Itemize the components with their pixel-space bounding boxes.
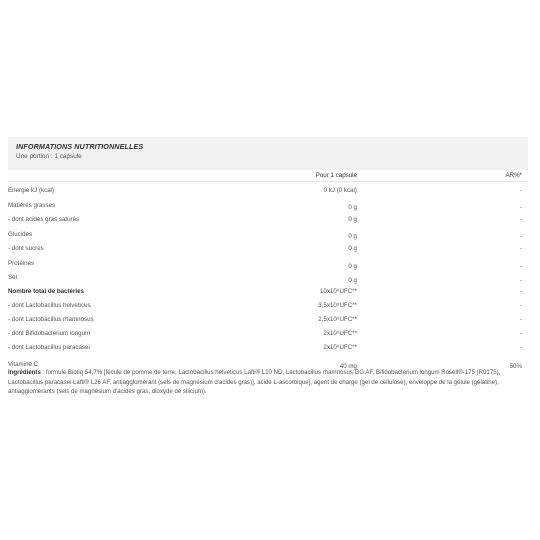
row-label: - dont Bifidobacterium longum — [8, 330, 91, 337]
table-row — [8, 302, 528, 316]
row-ar: - — [519, 245, 522, 252]
row-label: Protéines — [8, 260, 35, 267]
row-ar: - — [519, 187, 522, 194]
serving-size: Une portion : 1 capsule — [16, 153, 82, 160]
row-ar: - — [519, 277, 522, 284]
nutrition-panel — [8, 137, 528, 370]
table-row — [8, 216, 528, 230]
column-ar: AR%* — [505, 172, 522, 179]
row-ar: - — [519, 302, 522, 309]
row-value: 40 mg — [339, 363, 357, 370]
row-value: 0 g — [348, 233, 357, 240]
row-value: 0 kJ (0 kcal) — [323, 187, 357, 194]
row-value: 0 g — [348, 216, 357, 223]
row-label: - dont Lactobacillus paracasei — [8, 344, 90, 351]
row-label: Vitamine C — [8, 361, 39, 368]
row-value: 0 g — [348, 263, 357, 270]
row-ar: - — [519, 344, 522, 351]
ingredients-text — [8, 368, 523, 397]
table-row — [8, 202, 528, 216]
row-ar: - — [519, 216, 522, 223]
row-label: - dont acides gras saturés — [8, 216, 80, 223]
row-ar: - — [519, 204, 522, 211]
row-ar: - — [519, 233, 522, 240]
row-value: 0 g — [348, 204, 357, 211]
table-row — [8, 231, 528, 245]
row-label: Sel — [8, 274, 17, 281]
row-ar: - — [519, 330, 522, 337]
row-value: 2x10⁹UFC** — [323, 330, 357, 337]
row-label: - dont Lactobacillus helveticus — [8, 302, 91, 309]
table-header — [8, 170, 528, 182]
table-row — [8, 187, 528, 201]
table-row — [8, 344, 528, 358]
row-label: Glucides — [8, 231, 33, 238]
row-value: 2x10⁹UFC** — [323, 344, 357, 351]
row-label: Energie kJ (kcal) — [8, 187, 55, 194]
row-ar: - — [519, 263, 522, 270]
row-label: - dont sucres — [8, 245, 44, 252]
row-value: 0 g — [348, 277, 357, 284]
row-ar: 50% — [509, 363, 522, 370]
row-value: 0 g — [348, 245, 357, 252]
row-ar: - — [519, 316, 522, 323]
row-value: 10x10⁹UFC** — [319, 288, 357, 295]
table-row — [8, 288, 528, 302]
ingredients-label: Ingrédients — [8, 369, 41, 376]
row-value: 3,5x10⁹UFC** — [318, 302, 357, 309]
row-ar: - — [519, 288, 522, 295]
column-per-capsule: Pour 1 capsule — [315, 172, 357, 179]
table-row — [8, 260, 528, 274]
table-row — [8, 330, 528, 344]
row-label: - dont Lactobacillus rhamnosus — [8, 316, 94, 323]
ingredients-list: : formule Biotiq 54,7% [fécule de pomme de terre, Lactobacillus helveticus Lafti® L10 ND, Lactobacillus rhamnosus GG AF, Bifidobacterium longum Rosell®-175 (R0175), Lactobacillus paracasei Lafti® L26 AF, antiagglomérant (sels de magnésium d'acides gras)], acide L-ascorbique], agent de charge (gel de cellulose), enveloppe de la gélule (gélatine), antiagglomérants (sels de magnésium d'acides gras, dioxyde de silicium). — [8, 369, 501, 396]
row-value: 2,5x10⁹UFC** — [318, 316, 357, 323]
panel-title: INFORMATIONS NUTRITIONNELLES — [16, 142, 144, 151]
row-label: Matières grasses — [8, 202, 56, 209]
row-label: Nombre total de bactéries — [8, 288, 84, 295]
table-row — [8, 274, 528, 288]
table-row — [8, 316, 528, 330]
panel-header — [8, 137, 528, 170]
table-row — [8, 245, 528, 259]
